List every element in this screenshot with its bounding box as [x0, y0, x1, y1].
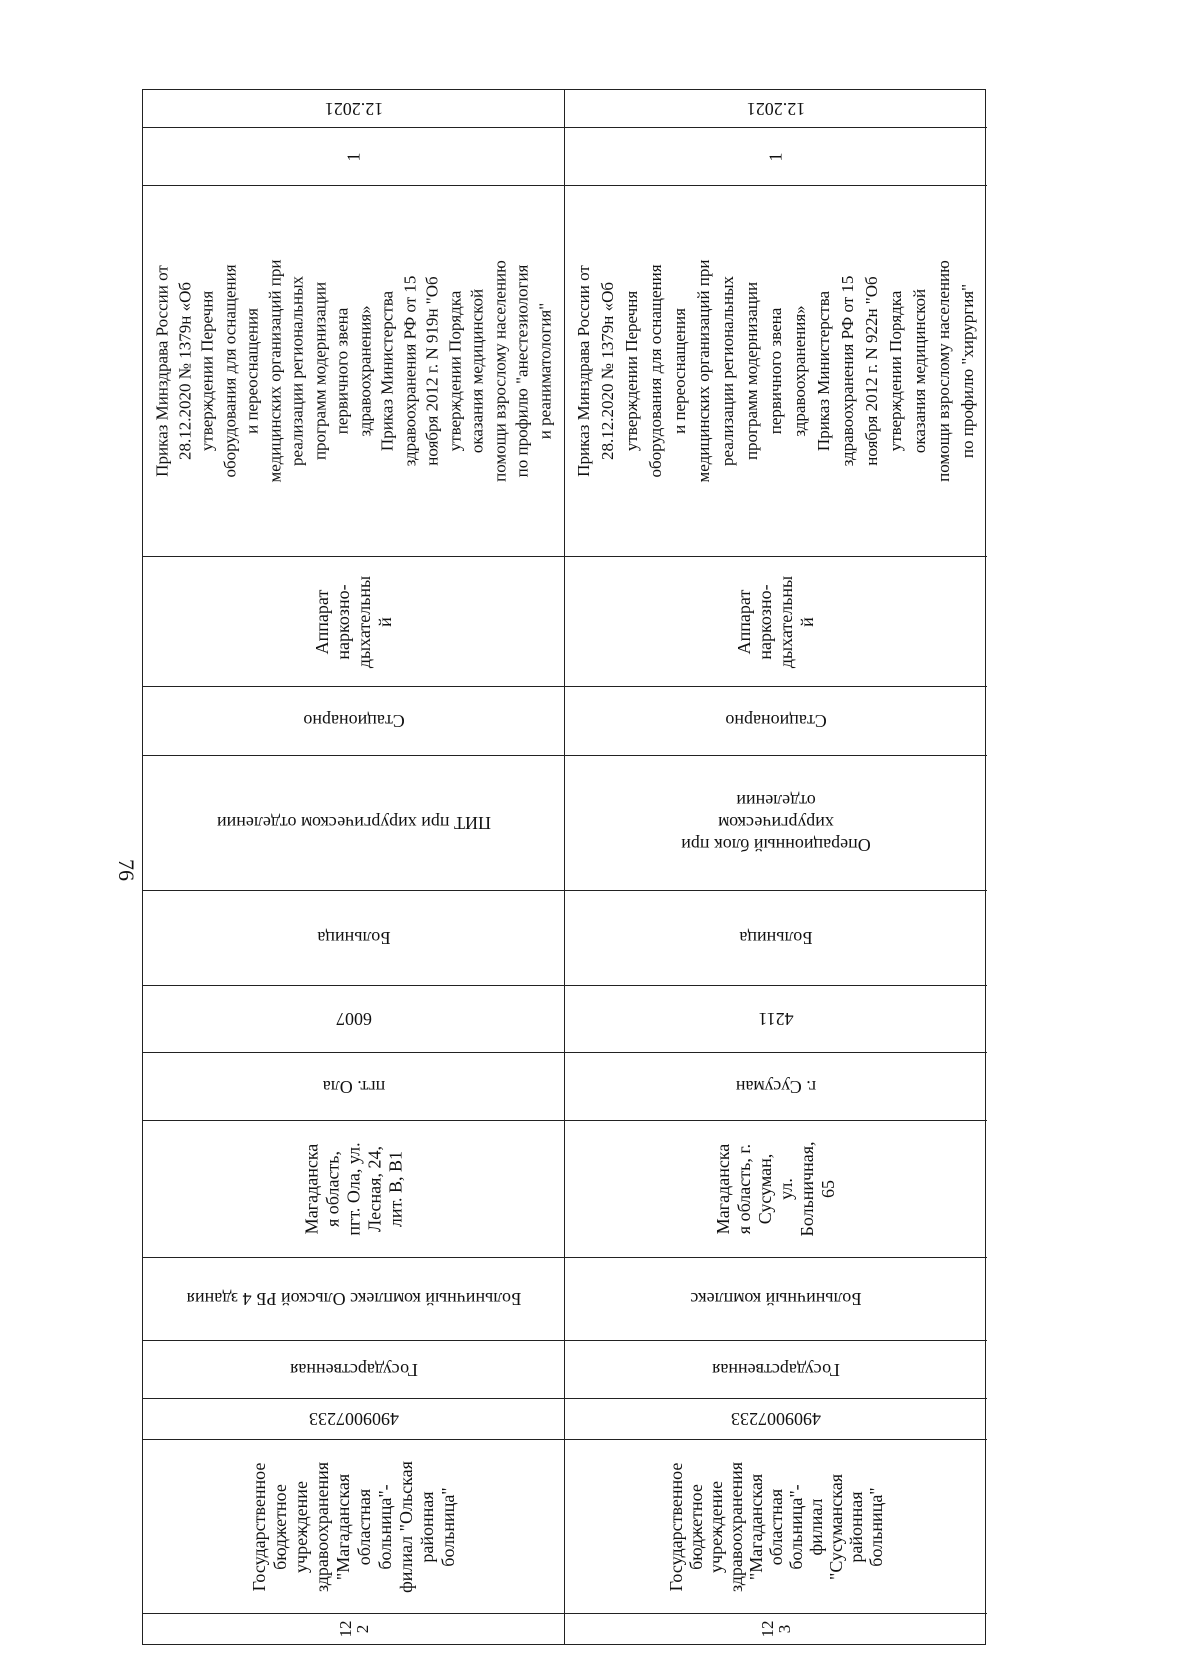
quantity-cell — [565, 128, 987, 186]
care-condition-value: Стационарно — [302, 711, 405, 731]
date-cell — [143, 90, 564, 128]
basis-text: Приказ Минздрава России от 28.12.2020 № 1379н «Об утверждении Перечня оборудования для оснащения и переоснащения медицинских организаций при реализации региональных программ модернизации первичного звена здравоохранения» Приказ Министерства здравоохранения РФ от 15 ноября 2012 г. N 922н "Об утверждении Порядка оказания медицинской помощи взрослому населению по профилю "хирургия" — [574, 259, 977, 483]
page-number: 76 — [114, 859, 139, 881]
care-condition-value: Стационарно — [725, 711, 827, 731]
inn-cell — [143, 1399, 564, 1440]
facility-type-value: Больница — [739, 928, 813, 948]
population-value: 6007 — [335, 1009, 372, 1029]
settlement-cell — [143, 1053, 564, 1121]
object-cell — [143, 1258, 564, 1341]
row-number-value: 12 3 — [758, 1620, 794, 1638]
date-value: 12.2021 — [324, 98, 383, 119]
ownership-value: Государственная — [289, 1359, 418, 1380]
ownership-cell — [565, 1341, 987, 1399]
unit-cell — [565, 756, 987, 891]
unit-cell — [143, 756, 564, 891]
facility-type-cell — [565, 891, 987, 986]
address-cell — [565, 1121, 987, 1258]
inn-value: 4909007233 — [731, 1409, 821, 1429]
object-cell — [565, 1258, 987, 1341]
date-value: 12.2021 — [746, 98, 806, 119]
quantity-value: 1 — [765, 152, 786, 161]
equipment-value: Аппарат наркозно- дыхательны й — [734, 575, 817, 668]
equipment-value: Аппарат наркозно- дыхательны й — [311, 575, 395, 668]
equipment-table — [142, 89, 986, 1645]
settlement-value: пгт. Ола — [322, 1076, 385, 1097]
object-value: Больничный комплекс — [690, 1289, 862, 1309]
object-value: Больничный комплекс Ольской РБ 4 здания — [186, 1289, 521, 1309]
table-row — [143, 90, 565, 1644]
population-cell — [565, 986, 987, 1053]
care-condition-cell — [143, 687, 564, 756]
population-value: 4211 — [758, 1009, 794, 1029]
unit-value: ПИТ при хирургическом отделении — [216, 813, 491, 833]
basis-text: Приказ Минздрава России от 28.12.2020 № 1379н «Об утверждении Перечня оборудования для оснащения и переоснащения медицинских организаций при реализации региональных программ модернизации первичного звена здравоохранения» Приказ Министерства здравоохранения РФ от 15 ноября 2012 г. N 919н "Об утверждении Порядка оказания медицинской помощи взрослому населению по профилю "анестезиология и реаниматология" — [152, 259, 554, 483]
facility-type-cell — [143, 891, 564, 986]
institution-cell — [565, 1440, 987, 1614]
equipment-cell — [143, 557, 564, 687]
quantity-cell — [143, 128, 564, 186]
settlement-cell — [565, 1053, 987, 1121]
population-cell — [143, 986, 564, 1053]
row-number-value: 12 2 — [335, 1620, 372, 1638]
institution-value: Государственное бюджетное учреждение здравоохранения "Магаданская областная больница"- филиал "Ольская районная больница" — [248, 1460, 458, 1593]
inn-value: 4909007233 — [308, 1409, 399, 1429]
care-condition-cell — [565, 687, 987, 756]
basis-cell — [143, 186, 564, 557]
quantity-value: 1 — [343, 152, 363, 161]
unit-value: Операционный блок при хирургическом отделении — [681, 791, 871, 855]
institution-cell — [143, 1440, 564, 1614]
settlement-value: г. Сусуман — [735, 1076, 817, 1097]
inn-cell — [565, 1399, 987, 1440]
date-cell — [565, 90, 987, 128]
address-value: Магаданска я область, г. Сусуман, ул. Больничная, 65 — [713, 1141, 838, 1237]
basis-cell — [565, 186, 987, 557]
row-number-cell — [565, 1614, 987, 1644]
institution-value: Государственное бюджетное учреждение здравоохранения "Магаданская областная больница"- филиал "Сусуманская районная больница" — [666, 1461, 886, 1592]
ownership-cell — [143, 1341, 564, 1399]
row-number-cell — [143, 1614, 564, 1644]
ownership-value: Государственная — [712, 1359, 840, 1380]
facility-type-value: Больница — [316, 928, 391, 948]
equipment-cell — [565, 557, 987, 687]
table-row — [565, 90, 987, 1644]
address-value: Магаданска я область, пгт. Ола, ул. Лесная, 24, лит. В, В1 — [301, 1142, 405, 1236]
address-cell — [143, 1121, 564, 1258]
